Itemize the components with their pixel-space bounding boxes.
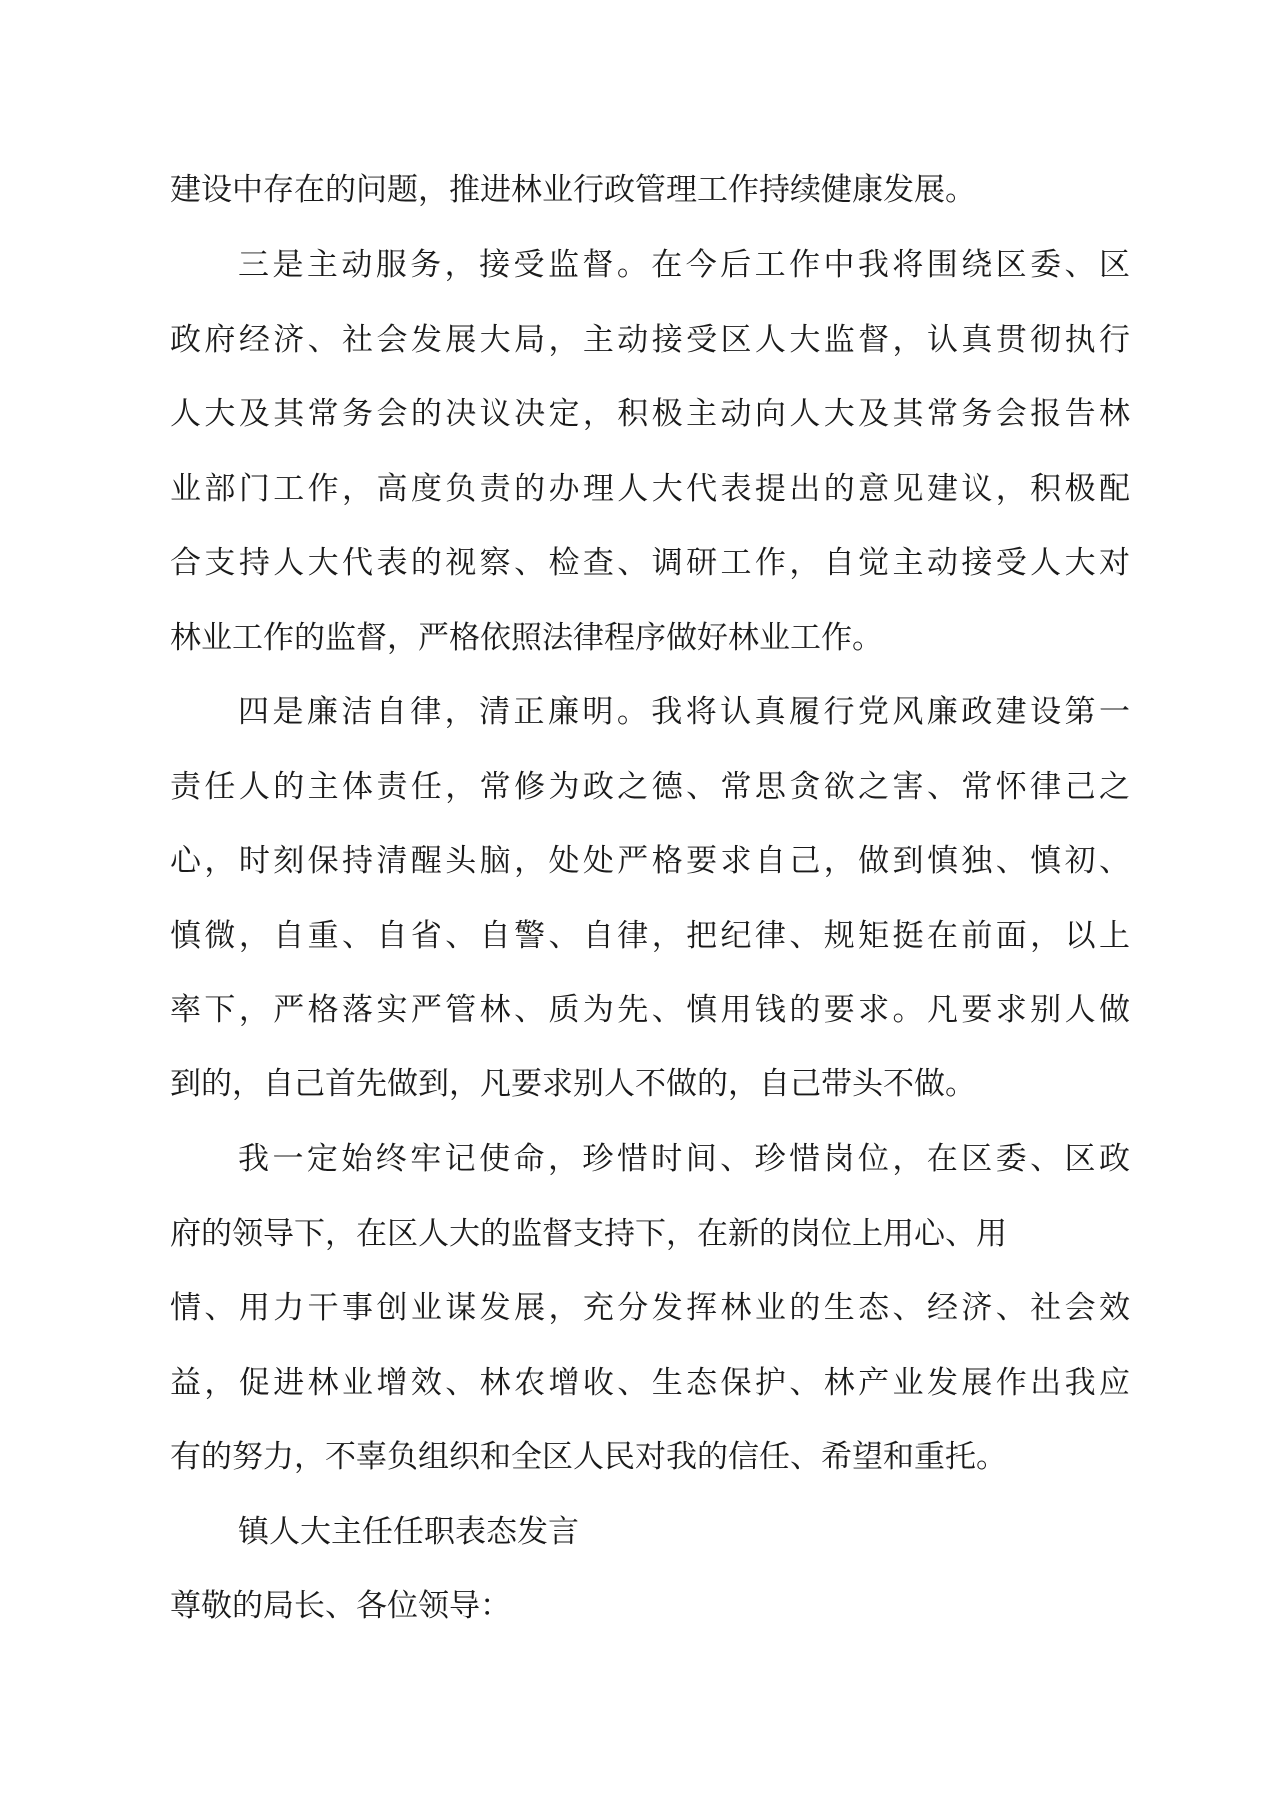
paragraph-start-line: 三是主动服务，接受监督。在今后工作中我将围绕区委、区: [238, 247, 1130, 283]
salutation: 尊敬的局长、各位领导：: [170, 1588, 511, 1624]
text-line: 建设中存在的问题，推进林业行政管理工作持续健康发展。: [170, 172, 976, 208]
text-line: 政府经济、社会发展大局，主动接受区人大监督，认真贯彻执行: [170, 322, 1130, 358]
text-line: 情、用力干事创业谋发展，充分发挥林业的生态、经济、社会效: [170, 1290, 1130, 1326]
text-line: 到的，自己首先做到，凡要求别人不做的，自己带头不做。: [170, 1066, 976, 1102]
text-line: 慎微，自重、自省、自警、自律，把纪律、规矩挺在前面，以上: [170, 918, 1130, 954]
text-line: 心，时刻保持清醒头脑，处处严格要求自己，做到慎独、慎初、: [170, 843, 1130, 879]
text-line: 府的领导下，在区人大的监督支持下，在新的岗位上用心、用: [170, 1216, 1007, 1252]
paragraph-start-line: 四是廉洁自律，清正廉明。我将认真履行党风廉政建设第一: [238, 694, 1130, 730]
text-line: 率下，严格落实严管林、质为先、慎用钱的要求。凡要求别人做: [170, 992, 1130, 1028]
text-line: 责任人的主体责任，常修为政之德、常思贪欲之害、常怀律己之: [170, 769, 1130, 805]
text-line: 有的努力，不辜负组织和全区人民对我的信任、希望和重托。: [170, 1439, 1007, 1475]
paragraph-start-line: 我一定始终牢记使命，珍惜时间、珍惜岗位，在区委、区政: [238, 1141, 1130, 1177]
text-line: 业部门工作，高度负责的办理人大代表提出的意见建议，积极配: [170, 471, 1130, 507]
text-line: 合支持人大代表的视察、检查、调研工作，自觉主动接受人大对: [170, 545, 1130, 581]
text-line: 人大及其常务会的决议决定，积极主动向人大及其常务会报告林: [170, 396, 1130, 432]
text-line: 林业工作的监督，严格依照法律程序做好林业工作。: [170, 620, 883, 656]
text-line: 益，促进林业增效、林农增收、生态保护、林产业发展作出我应: [170, 1365, 1130, 1401]
section-title: 镇人大主任任职表态发言: [238, 1514, 579, 1550]
